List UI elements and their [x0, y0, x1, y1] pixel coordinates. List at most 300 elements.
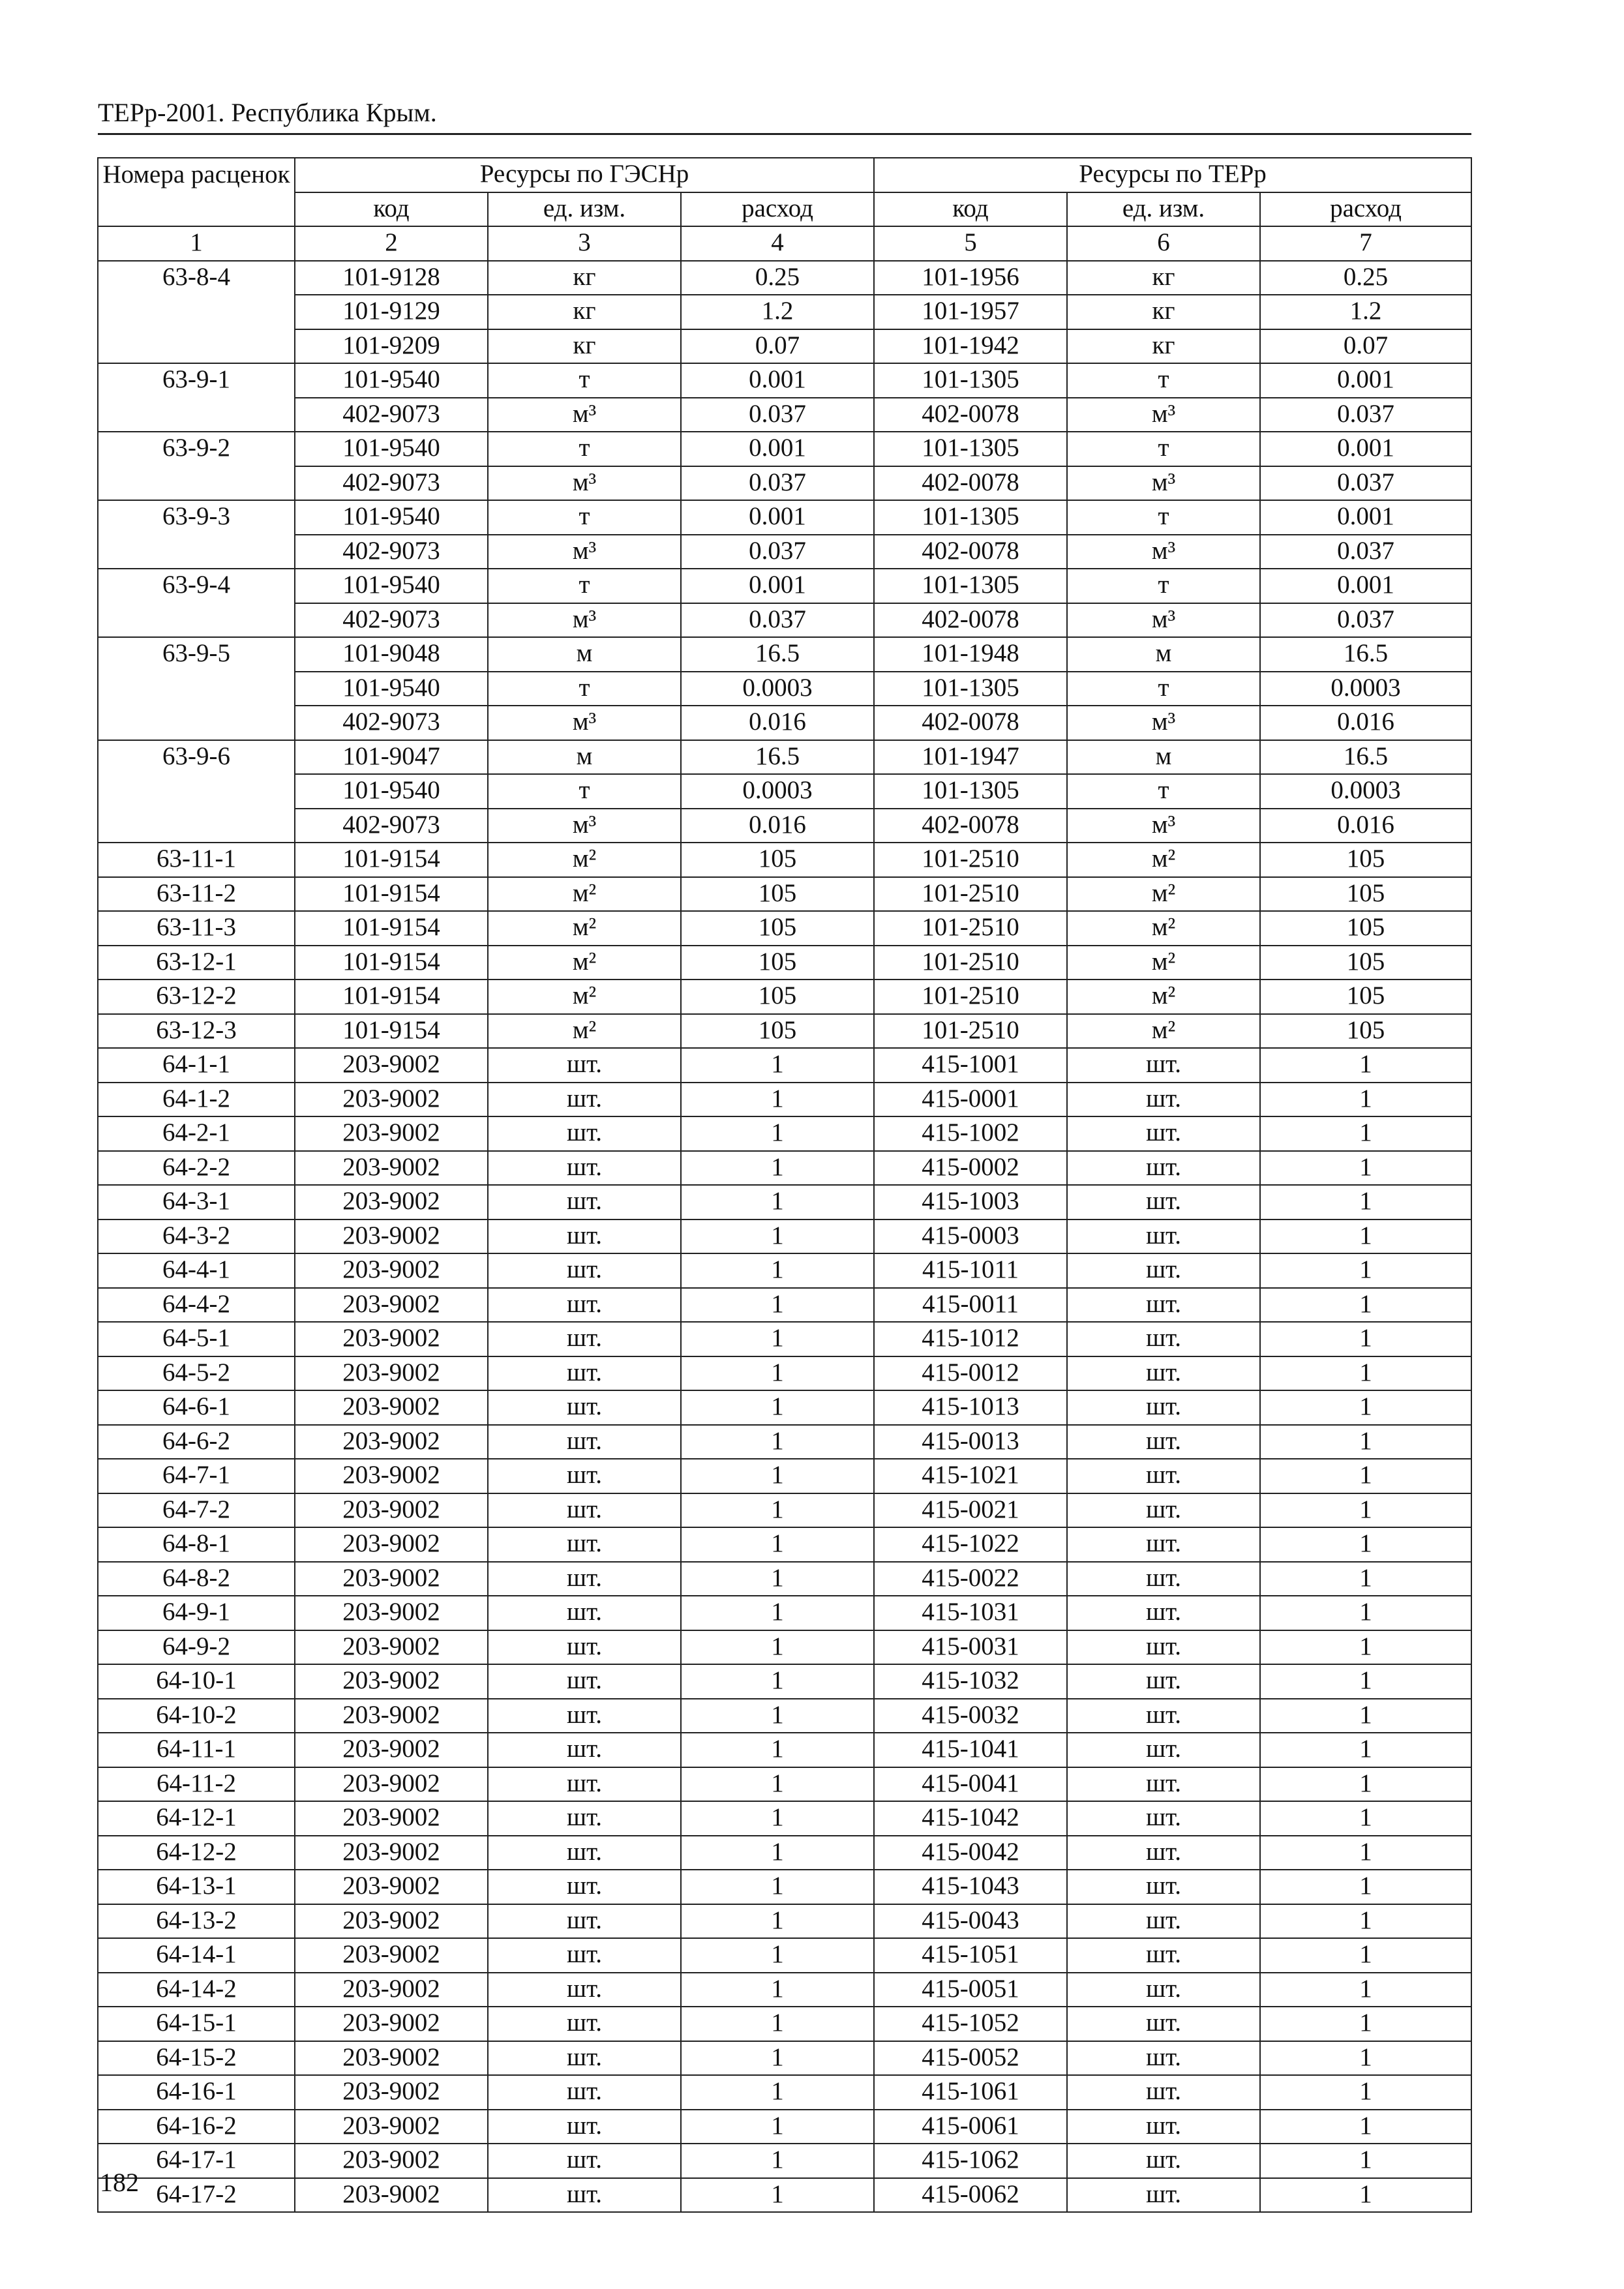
ter-consumption-cell: 1 [1260, 1459, 1471, 1493]
ter-code-cell: 101-2510 [874, 877, 1067, 912]
gesn-code-cell: 203-9002 [295, 1801, 488, 1836]
gesn-consumption-cell: 1 [681, 1904, 874, 1939]
ter-code-cell: 415-1002 [874, 1116, 1067, 1151]
gesn-unit-cell: кг [488, 295, 681, 329]
gesn-code-cell: 203-9002 [295, 1973, 488, 2007]
ter-code-cell: 402-0078 [874, 706, 1067, 740]
table-row [98, 2144, 1471, 2178]
gesn-code-cell: 203-9002 [295, 1459, 488, 1493]
header-ter-code: код [874, 192, 1067, 227]
gesn-unit-cell: м³ [488, 398, 681, 432]
ter-code-cell: 415-0003 [874, 1219, 1067, 1254]
gesn-code-cell: 402-9073 [295, 809, 488, 843]
ter-consumption-cell: 1 [1260, 2007, 1471, 2041]
gesn-code-cell: 203-9002 [295, 1836, 488, 1870]
ter-code-cell: 101-1942 [874, 329, 1067, 364]
ter-unit-cell: м³ [1067, 535, 1260, 569]
ter-consumption-cell: 0.037 [1260, 466, 1471, 501]
gesn-consumption-cell: 16.5 [681, 740, 874, 775]
ter-code-cell: 415-1062 [874, 2144, 1067, 2178]
ter-unit-cell: шт. [1067, 2041, 1260, 2076]
gesn-code-cell: 101-9154 [295, 946, 488, 980]
gesn-code-cell: 203-9002 [295, 2075, 488, 2110]
ter-consumption-cell: 1 [1260, 1904, 1471, 1939]
ter-code-cell: 415-1012 [874, 1322, 1067, 1356]
ter-code-cell: 101-1956 [874, 261, 1067, 295]
ter-unit-cell: т [1067, 672, 1260, 706]
table-row [98, 295, 1471, 329]
rate-number-cell: 64-5-1 [98, 1322, 295, 1356]
rate-number-cell: 64-4-2 [98, 1288, 295, 1323]
ter-code-cell: 415-0042 [874, 1836, 1067, 1870]
ter-consumption-cell: 1 [1260, 2110, 1471, 2144]
ter-unit-cell: шт. [1067, 1493, 1260, 1528]
gesn-unit-cell: шт. [488, 1973, 681, 2007]
table-row [98, 1904, 1471, 1939]
table-row [98, 1390, 1471, 1425]
rate-number-cell: 64-9-1 [98, 1596, 295, 1630]
table-row [98, 1767, 1471, 1802]
table-row [98, 1048, 1471, 1083]
table-row [98, 706, 1471, 740]
gesn-consumption-cell: 0.0003 [681, 672, 874, 706]
gesn-consumption-cell: 0.037 [681, 603, 874, 638]
gesn-unit-cell: т [488, 672, 681, 706]
gesn-unit-cell: шт. [488, 2007, 681, 2041]
rate-number-cell: 63-11-2 [98, 877, 295, 912]
gesn-unit-cell: шт. [488, 1904, 681, 1939]
gesn-unit-cell: шт. [488, 2110, 681, 2144]
gesn-code-cell: 203-9002 [295, 1116, 488, 1151]
gesn-consumption-cell: 105 [681, 843, 874, 877]
gesn-unit-cell: шт. [488, 1288, 681, 1323]
gesn-unit-cell: м [488, 637, 681, 672]
table-row [98, 1116, 1471, 1151]
ter-unit-cell: шт. [1067, 1904, 1260, 1939]
ter-consumption-cell: 1 [1260, 1322, 1471, 1356]
gesn-consumption-cell: 1 [681, 1527, 874, 1562]
table-column-numbers-row [98, 226, 1471, 261]
gesn-consumption-cell: 1 [681, 1356, 874, 1391]
rate-number-cell: 64-14-1 [98, 1938, 295, 1973]
ter-code-cell: 402-0078 [874, 466, 1067, 501]
gesn-unit-cell: м³ [488, 535, 681, 569]
ter-consumption-cell: 1 [1260, 1527, 1471, 1562]
ter-unit-cell: т [1067, 774, 1260, 809]
gesn-code-cell: 203-9002 [295, 1767, 488, 1802]
ter-unit-cell: м² [1067, 877, 1260, 912]
gesn-code-cell: 203-9002 [295, 2178, 488, 2213]
column-number: 4 [681, 226, 874, 261]
gesn-consumption-cell: 1 [681, 1767, 874, 1802]
gesn-unit-cell: шт. [488, 2144, 681, 2178]
ter-consumption-cell: 0.001 [1260, 363, 1471, 398]
gesn-code-cell: 101-9154 [295, 980, 488, 1014]
ter-consumption-cell: 1 [1260, 1733, 1471, 1767]
gesn-unit-cell: м [488, 740, 681, 775]
ter-consumption-cell: 1 [1260, 2075, 1471, 2110]
ter-unit-cell: шт. [1067, 2007, 1260, 2041]
gesn-consumption-cell: 105 [681, 946, 874, 980]
rate-number-cell: 63-9-6 [98, 740, 295, 843]
ter-unit-cell: кг [1067, 261, 1260, 295]
gesn-code-cell: 203-9002 [295, 1493, 488, 1528]
gesn-unit-cell: т [488, 432, 681, 466]
table-row [98, 1459, 1471, 1493]
gesn-consumption-cell: 1 [681, 1253, 874, 1288]
ter-code-cell: 415-1013 [874, 1390, 1067, 1425]
gesn-code-cell: 203-9002 [295, 1870, 488, 1904]
gesn-code-cell: 101-9540 [295, 774, 488, 809]
gesn-code-cell: 203-9002 [295, 1151, 488, 1186]
ter-code-cell: 101-1305 [874, 774, 1067, 809]
ter-code-cell: 415-0031 [874, 1630, 1067, 1665]
gesn-consumption-cell: 1 [681, 1973, 874, 2007]
ter-unit-cell: шт. [1067, 2110, 1260, 2144]
table-row [98, 1493, 1471, 1528]
gesn-unit-cell: шт. [488, 1630, 681, 1665]
gesn-unit-cell: кг [488, 261, 681, 295]
gesn-consumption-cell: 1 [681, 1664, 874, 1699]
rate-number-cell: 64-13-1 [98, 1870, 295, 1904]
gesn-consumption-cell: 0.037 [681, 466, 874, 501]
gesn-unit-cell: шт. [488, 1767, 681, 1802]
gesn-code-cell: 203-9002 [295, 2144, 488, 2178]
ter-consumption-cell: 1 [1260, 1767, 1471, 1802]
gesn-consumption-cell: 0.25 [681, 261, 874, 295]
gesn-code-cell: 101-9154 [295, 877, 488, 912]
gesn-unit-cell: т [488, 500, 681, 535]
gesn-consumption-cell: 1 [681, 1425, 874, 1459]
gesn-code-cell: 203-9002 [295, 1527, 488, 1562]
table-row [98, 2110, 1471, 2144]
table-row [98, 329, 1471, 364]
header-gesn-group: Ресурсы по ГЭСНр [295, 158, 874, 192]
ter-code-cell: 101-2510 [874, 1014, 1067, 1049]
rate-number-cell: 64-3-1 [98, 1185, 295, 1219]
gesn-code-cell: 203-9002 [295, 1699, 488, 1733]
table-row [98, 535, 1471, 569]
gesn-code-cell: 402-9073 [295, 466, 488, 501]
table-row [98, 672, 1471, 706]
rate-number-cell: 63-12-3 [98, 1014, 295, 1049]
gesn-unit-cell: м³ [488, 706, 681, 740]
rate-number-cell: 64-5-2 [98, 1356, 295, 1391]
gesn-consumption-cell: 0.001 [681, 500, 874, 535]
ter-code-cell: 415-0052 [874, 2041, 1067, 2076]
rate-number-cell: 64-13-2 [98, 1904, 295, 1939]
rate-number-cell: 64-17-2 [98, 2178, 295, 2213]
gesn-code-cell: 203-9002 [295, 1596, 488, 1630]
ter-code-cell: 101-1305 [874, 672, 1067, 706]
ter-consumption-cell: 0.25 [1260, 261, 1471, 295]
table-row [98, 1801, 1471, 1836]
gesn-consumption-cell: 0.001 [681, 569, 874, 603]
ter-consumption-cell: 0.001 [1260, 500, 1471, 535]
header-rule [98, 133, 1471, 135]
table-row [98, 432, 1471, 466]
ter-consumption-cell: 0.001 [1260, 569, 1471, 603]
ter-code-cell: 402-0078 [874, 603, 1067, 638]
ter-unit-cell: кг [1067, 329, 1260, 364]
table-row [98, 1870, 1471, 1904]
ter-code-cell: 415-1001 [874, 1048, 1067, 1083]
gesn-consumption-cell: 1 [681, 1083, 874, 1117]
ter-consumption-cell: 105 [1260, 911, 1471, 946]
table-row [98, 980, 1471, 1014]
ter-consumption-cell: 1 [1260, 1356, 1471, 1391]
ter-code-cell: 415-1051 [874, 1938, 1067, 1973]
rate-number-cell: 63-9-2 [98, 432, 295, 500]
rate-number-cell: 64-6-2 [98, 1425, 295, 1459]
gesn-unit-cell: шт. [488, 1493, 681, 1528]
ter-consumption-cell: 1 [1260, 2144, 1471, 2178]
column-number: 5 [874, 226, 1067, 261]
ter-code-cell: 415-1022 [874, 1527, 1067, 1562]
gesn-consumption-cell: 0.037 [681, 535, 874, 569]
resources-table [97, 157, 1472, 2213]
gesn-consumption-cell: 0.016 [681, 706, 874, 740]
table-row [98, 1596, 1471, 1630]
header-rates-number: Номера расценок [98, 158, 295, 226]
gesn-consumption-cell: 1 [681, 1288, 874, 1323]
table-row [98, 569, 1471, 603]
ter-code-cell: 101-1305 [874, 363, 1067, 398]
gesn-code-cell: 402-9073 [295, 398, 488, 432]
ter-unit-cell: шт. [1067, 1425, 1260, 1459]
ter-unit-cell: м² [1067, 843, 1260, 877]
ter-consumption-cell: 1 [1260, 1425, 1471, 1459]
ter-unit-cell: т [1067, 569, 1260, 603]
gesn-code-cell: 402-9073 [295, 535, 488, 569]
ter-unit-cell: шт. [1067, 1527, 1260, 1562]
gesn-unit-cell: шт. [488, 1322, 681, 1356]
ter-code-cell: 415-0062 [874, 2178, 1067, 2213]
ter-unit-cell: м³ [1067, 603, 1260, 638]
ter-consumption-cell: 1 [1260, 1973, 1471, 2007]
gesn-consumption-cell: 0.07 [681, 329, 874, 364]
ter-consumption-cell: 1 [1260, 1664, 1471, 1699]
ter-code-cell: 101-2510 [874, 843, 1067, 877]
ter-unit-cell: т [1067, 363, 1260, 398]
gesn-code-cell: 203-9002 [295, 1630, 488, 1665]
gesn-code-cell: 203-9002 [295, 1288, 488, 1323]
gesn-code-cell: 203-9002 [295, 2041, 488, 2076]
rate-number-cell: 64-7-2 [98, 1493, 295, 1528]
header-gesn-code: код [295, 192, 488, 227]
ter-unit-cell: шт. [1067, 1973, 1260, 2007]
table-row [98, 1219, 1471, 1254]
gesn-unit-cell: шт. [488, 1870, 681, 1904]
ter-unit-cell: т [1067, 500, 1260, 535]
gesn-code-cell: 101-9540 [295, 672, 488, 706]
column-number: 7 [1260, 226, 1471, 261]
gesn-unit-cell: шт. [488, 1459, 681, 1493]
gesn-unit-cell: шт. [488, 1836, 681, 1870]
rate-number-cell: 64-12-2 [98, 1836, 295, 1870]
table-row [98, 1322, 1471, 1356]
gesn-unit-cell: м² [488, 911, 681, 946]
ter-consumption-cell: 0.0003 [1260, 672, 1471, 706]
gesn-code-cell: 203-9002 [295, 1904, 488, 1939]
gesn-code-cell: 402-9073 [295, 603, 488, 638]
gesn-code-cell: 203-9002 [295, 2007, 488, 2041]
header-ter-group: Ресурсы по ТЕРр [874, 158, 1471, 192]
gesn-code-cell: 203-9002 [295, 2110, 488, 2144]
ter-code-cell: 402-0078 [874, 398, 1067, 432]
gesn-consumption-cell: 0.0003 [681, 774, 874, 809]
table-row [98, 1356, 1471, 1391]
ter-code-cell: 101-2510 [874, 980, 1067, 1014]
table-row [98, 877, 1471, 912]
gesn-code-cell: 203-9002 [295, 1938, 488, 1973]
gesn-code-cell: 101-9540 [295, 569, 488, 603]
rate-number-cell: 63-12-1 [98, 946, 295, 980]
ter-unit-cell: шт. [1067, 1664, 1260, 1699]
ter-code-cell: 415-0002 [874, 1151, 1067, 1186]
page-header-title: ТЕРр-2001. Республика Крым. [98, 98, 437, 127]
table-row [98, 1664, 1471, 1699]
ter-code-cell: 415-1061 [874, 2075, 1067, 2110]
gesn-unit-cell: м² [488, 946, 681, 980]
ter-unit-cell: шт. [1067, 2075, 1260, 2110]
table-row [98, 500, 1471, 535]
gesn-code-cell: 101-9209 [295, 329, 488, 364]
table-row [98, 774, 1471, 809]
gesn-unit-cell: шт. [488, 1527, 681, 1562]
gesn-unit-cell: шт. [488, 1596, 681, 1630]
table-row [98, 1733, 1471, 1767]
rate-number-cell: 64-1-2 [98, 1083, 295, 1117]
table-row [98, 1836, 1471, 1870]
gesn-consumption-cell: 1 [681, 1219, 874, 1254]
ter-unit-cell: шт. [1067, 1870, 1260, 1904]
gesn-consumption-cell: 1 [681, 1836, 874, 1870]
gesn-unit-cell: шт. [488, 2041, 681, 2076]
ter-code-cell: 415-1043 [874, 1870, 1067, 1904]
ter-consumption-cell: 1 [1260, 1699, 1471, 1733]
ter-unit-cell: шт. [1067, 1767, 1260, 1802]
gesn-code-cell: 203-9002 [295, 1322, 488, 1356]
gesn-consumption-cell: 105 [681, 877, 874, 912]
ter-unit-cell: шт. [1067, 1630, 1260, 1665]
gesn-consumption-cell: 1 [681, 1459, 874, 1493]
rate-number-cell: 64-9-2 [98, 1630, 295, 1665]
gesn-consumption-cell: 105 [681, 1014, 874, 1049]
ter-code-cell: 402-0078 [874, 535, 1067, 569]
ter-consumption-cell: 1 [1260, 1493, 1471, 1528]
ter-consumption-cell: 1 [1260, 1390, 1471, 1425]
ter-unit-cell: шт. [1067, 1288, 1260, 1323]
table-row [98, 911, 1471, 946]
ter-code-cell: 415-1031 [874, 1596, 1067, 1630]
gesn-consumption-cell: 1 [681, 1322, 874, 1356]
ter-code-cell: 415-0061 [874, 2110, 1067, 2144]
gesn-consumption-cell: 105 [681, 911, 874, 946]
gesn-consumption-cell: 1 [681, 2075, 874, 2110]
ter-code-cell: 415-0022 [874, 1562, 1067, 1596]
gesn-unit-cell: шт. [488, 1048, 681, 1083]
ter-consumption-cell: 1 [1260, 1185, 1471, 1219]
gesn-consumption-cell: 1 [681, 2178, 874, 2213]
ter-unit-cell: т [1067, 432, 1260, 466]
gesn-code-cell: 203-9002 [295, 1390, 488, 1425]
rate-number-cell: 63-9-1 [98, 363, 295, 432]
ter-consumption-cell: 1 [1260, 1083, 1471, 1117]
ter-consumption-cell: 1 [1260, 1562, 1471, 1596]
gesn-unit-cell: шт. [488, 1219, 681, 1254]
rate-number-cell: 64-14-2 [98, 1973, 295, 2007]
ter-consumption-cell: 1 [1260, 1219, 1471, 1254]
rate-number-cell: 64-6-1 [98, 1390, 295, 1425]
gesn-consumption-cell: 1 [681, 1596, 874, 1630]
ter-consumption-cell: 1 [1260, 1630, 1471, 1665]
ter-unit-cell: шт. [1067, 1562, 1260, 1596]
gesn-consumption-cell: 1 [681, 1870, 874, 1904]
gesn-unit-cell: м³ [488, 603, 681, 638]
ter-code-cell: 415-0013 [874, 1425, 1067, 1459]
table-row [98, 2007, 1471, 2041]
rate-number-cell: 64-1-1 [98, 1048, 295, 1083]
gesn-consumption-cell: 1 [681, 1630, 874, 1665]
ter-code-cell: 101-1947 [874, 740, 1067, 775]
ter-unit-cell: шт. [1067, 1733, 1260, 1767]
table-row [98, 2075, 1471, 2110]
gesn-code-cell: 101-9048 [295, 637, 488, 672]
gesn-consumption-cell: 1 [681, 1801, 874, 1836]
gesn-unit-cell: м² [488, 843, 681, 877]
gesn-code-cell: 203-9002 [295, 1048, 488, 1083]
rate-number-cell: 64-11-1 [98, 1733, 295, 1767]
table-row [98, 1425, 1471, 1459]
gesn-unit-cell: шт. [488, 1083, 681, 1117]
gesn-consumption-cell: 1 [681, 1390, 874, 1425]
gesn-consumption-cell: 0.001 [681, 432, 874, 466]
table-row [98, 398, 1471, 432]
ter-unit-cell: м² [1067, 911, 1260, 946]
ter-code-cell: 101-1305 [874, 569, 1067, 603]
gesn-consumption-cell: 1.2 [681, 295, 874, 329]
gesn-unit-cell: шт. [488, 2075, 681, 2110]
ter-unit-cell: шт. [1067, 1801, 1260, 1836]
ter-consumption-cell: 105 [1260, 1014, 1471, 1049]
ter-unit-cell: кг [1067, 295, 1260, 329]
ter-consumption-cell: 1 [1260, 1801, 1471, 1836]
rate-number-cell: 64-16-2 [98, 2110, 295, 2144]
gesn-consumption-cell: 1 [681, 1116, 874, 1151]
gesn-unit-cell: шт. [488, 1801, 681, 1836]
gesn-code-cell: 101-9154 [295, 843, 488, 877]
table-row [98, 1151, 1471, 1186]
rate-number-cell: 63-11-3 [98, 911, 295, 946]
ter-consumption-cell: 0.016 [1260, 809, 1471, 843]
ter-consumption-cell: 105 [1260, 946, 1471, 980]
rate-number-cell: 64-4-1 [98, 1253, 295, 1288]
rate-number-cell: 64-11-2 [98, 1767, 295, 1802]
rate-number-cell: 64-2-2 [98, 1151, 295, 1186]
table-row [98, 1083, 1471, 1117]
rate-number-cell: 63-9-4 [98, 569, 295, 637]
ter-unit-cell: шт. [1067, 1116, 1260, 1151]
gesn-unit-cell: т [488, 363, 681, 398]
ter-code-cell: 101-1305 [874, 500, 1067, 535]
ter-consumption-cell: 1 [1260, 1151, 1471, 1186]
gesn-unit-cell: м² [488, 980, 681, 1014]
ter-code-cell: 415-1003 [874, 1185, 1067, 1219]
ter-unit-cell: шт. [1067, 1596, 1260, 1630]
gesn-code-cell: 203-9002 [295, 1425, 488, 1459]
ter-consumption-cell: 1 [1260, 2041, 1471, 2076]
